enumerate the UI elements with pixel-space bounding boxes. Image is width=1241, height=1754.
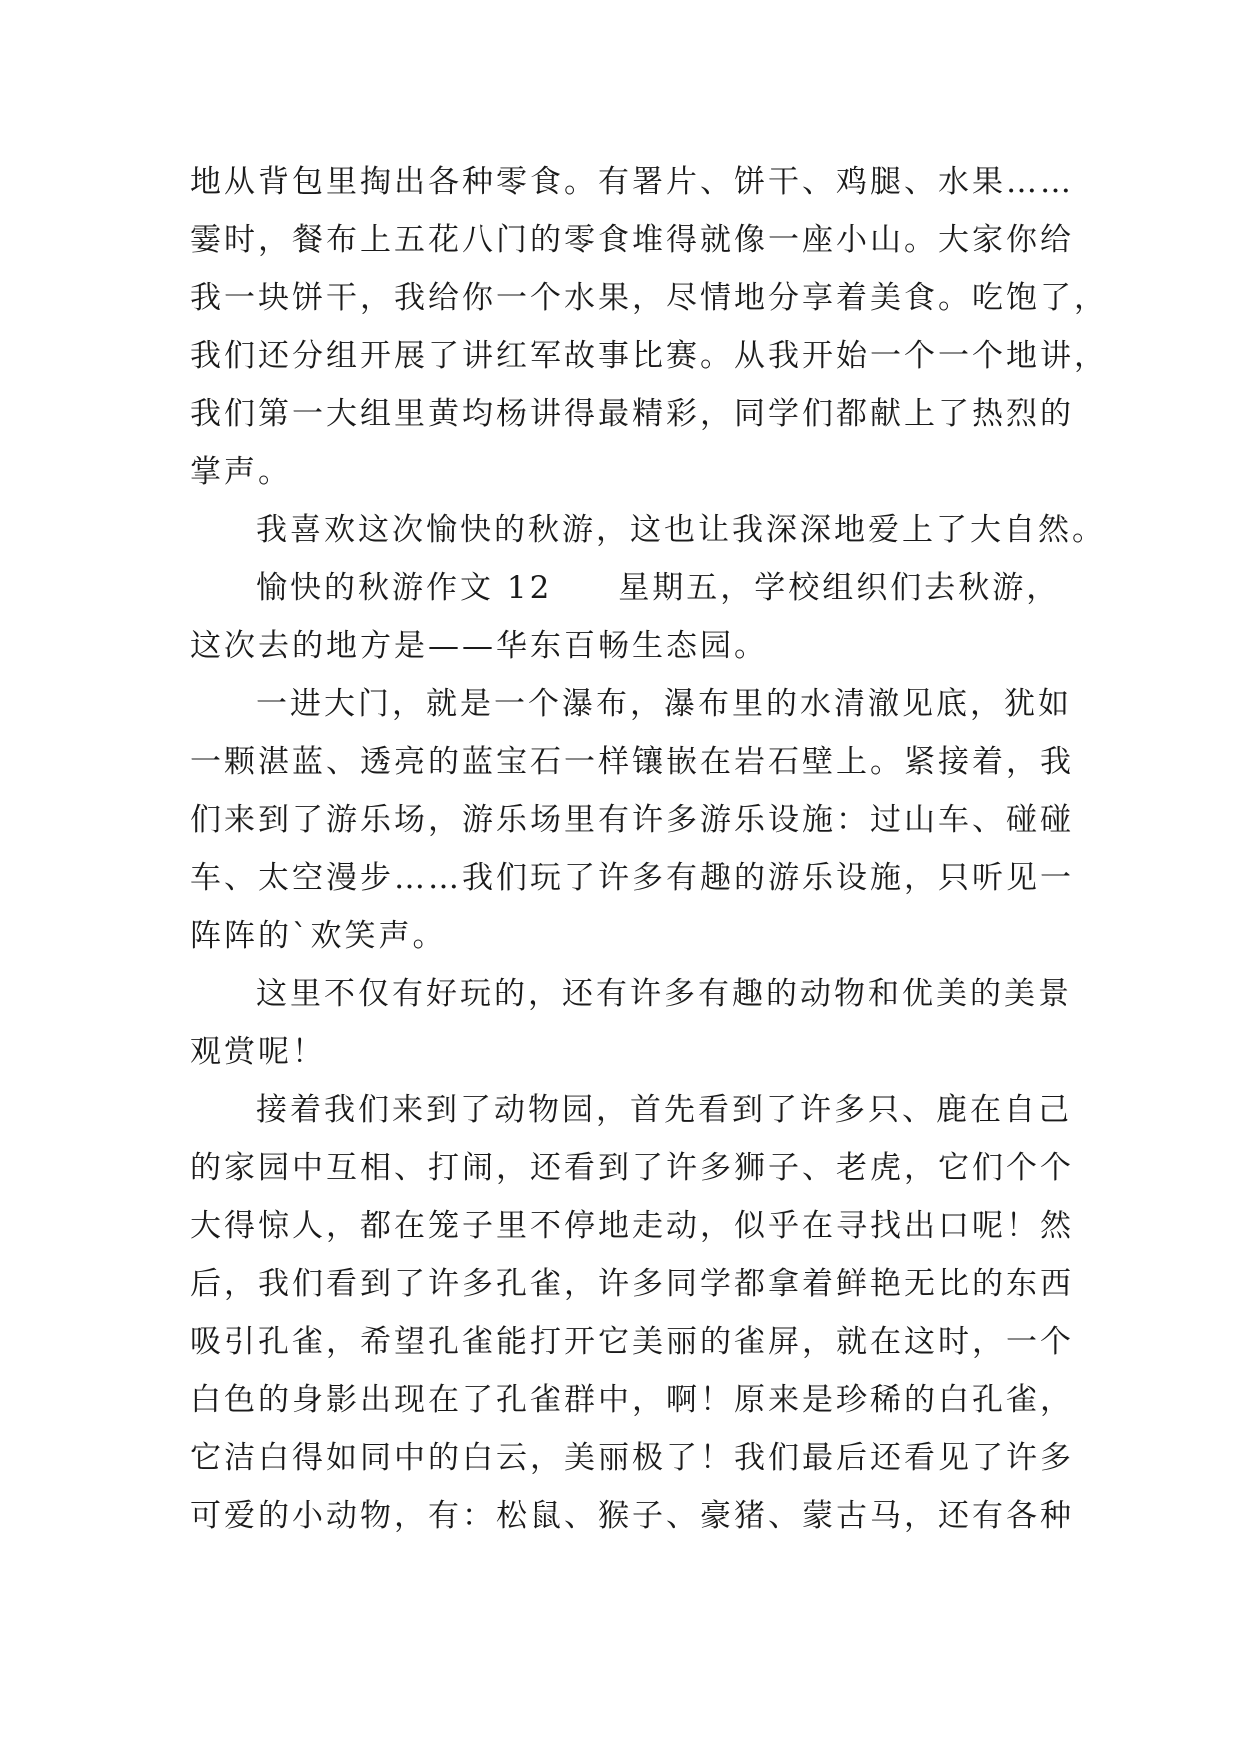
paragraph-first-line: 我喜欢这次愉快的秋游，这也让我深深地爱上了大自然。 — [256, 512, 1106, 548]
text-line: 白色的身影出现在了孔雀群中，啊！原来是珍稀的白孔雀， — [190, 1382, 1074, 1418]
text-line: 地从背包里掏出各种零食。有署片、饼干、鸡腿、水果…… — [190, 164, 1074, 200]
essay-title-line — [190, 559, 1061, 617]
text-line: 它洁白得如同中的白云，美丽极了！我们最后还看见了许多 — [190, 1440, 1074, 1476]
paragraph-first-line: 这里不仅有好玩的，还有许多有趣的动物和优美的美景 — [256, 976, 1072, 1012]
text-line: 一颗湛蓝、透亮的蓝宝石一样镶嵌在岩石壁上。紧接着，我 — [190, 744, 1074, 780]
text-line: 这次去的地方是——华东百畅生态园。 — [190, 628, 768, 664]
essay-title-continuation: 星期五，学校组织们去秋游， — [618, 570, 1061, 606]
text-line: 观赏呢！ — [190, 1034, 326, 1070]
text-line: 车、太空漫步……我们玩了许多有趣的游乐设施，只听见一 — [190, 860, 1074, 896]
text-line: 后，我们看到了许多孔雀，许多同学都拿着鲜艳无比的东西 — [190, 1266, 1074, 1302]
text-line: 吸引孔雀，希望孔雀能打开它美丽的雀屏，就在这时，一个 — [190, 1324, 1074, 1360]
text-line: 我一块饼干，我给你一个水果，尽情地分享着美食。吃饱了， — [190, 280, 1108, 316]
text-line: 可爱的小动物，有：松鼠、猴子、豪猪、蒙古马，还有各种 — [190, 1498, 1074, 1534]
text-line: 霎时，餐布上五花八门的零食堆得就像一座小山。大家你给 — [190, 222, 1074, 258]
text-line: 们来到了游乐场，游乐场里有许多游乐设施：过山车、碰碰 — [190, 802, 1074, 838]
text-line: 我们第一大组里黄均杨讲得最精彩，同学们都献上了热烈的 — [190, 396, 1074, 432]
text-line: 我们还分组开展了讲红军故事比赛。从我开始一个一个地讲， — [190, 338, 1108, 374]
paragraph-first-line: 一进大门，就是一个瀑布，瀑布里的水清澈见底，犹如 — [256, 686, 1072, 722]
document-body — [190, 153, 1108, 1545]
text-line: 掌声。 — [190, 454, 292, 490]
text-line: 的家园中互相、打闹，还看到了许多狮子、老虎，它们个个 — [190, 1150, 1074, 1186]
essay-title: 愉快的秋游作文 12 — [256, 570, 553, 606]
text-line: 阵阵的`欢笑声。 — [190, 918, 447, 954]
paragraph-first-line: 接着我们来到了动物园，首先看到了许多只、鹿在自己 — [256, 1092, 1072, 1128]
text-line: 大得惊人，都在笼子里不停地走动，似乎在寻找出口呢！然 — [190, 1208, 1074, 1244]
